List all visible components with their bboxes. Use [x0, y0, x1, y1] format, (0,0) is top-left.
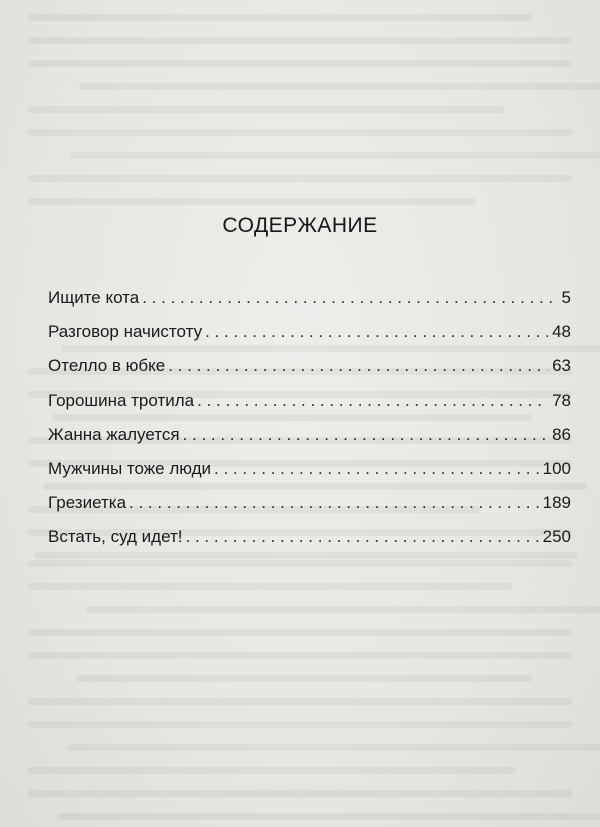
bleed-line: [76, 675, 532, 682]
bleed-line: [28, 129, 572, 136]
bleed-line: [28, 175, 572, 182]
leader-dots: [129, 491, 539, 515]
bleed-line: [67, 744, 600, 751]
bleed-line: [28, 106, 504, 113]
bleed-line: [79, 83, 600, 90]
toc-entry-page: 5: [561, 288, 571, 307]
toc-entry: [48, 423, 571, 457]
bleed-line: [28, 37, 572, 44]
bleed-line: [70, 152, 600, 159]
bleed-line: [85, 606, 600, 613]
toc-entry: [48, 491, 571, 525]
toc-entry-page: 100: [542, 458, 571, 478]
toc-entry-title: Отелло в юбке: [48, 356, 166, 376]
toc-entry: [48, 525, 571, 559]
toc-entry-title: Разговор начистоту: [48, 322, 203, 342]
toc-entry-page: 63: [552, 356, 571, 376]
bleed-line: [28, 198, 476, 205]
leader-dots: [186, 525, 539, 549]
bleed-line: [28, 767, 516, 774]
toc-entry-title: Грезиетка: [48, 493, 127, 513]
toc-entry-title: Горошина тротила: [48, 390, 195, 410]
leader-dots: [168, 354, 548, 378]
bleed-line: [28, 583, 512, 590]
leader-dots: [197, 389, 548, 413]
bleed-line: [58, 813, 600, 820]
toc-entry: [48, 389, 571, 423]
toc-entry-title: Мужчины тоже люди: [48, 458, 212, 478]
bleed-line: [28, 721, 572, 728]
toc-entry-title: Встать, суд идет!: [48, 527, 183, 547]
toc-entry-page: 48: [552, 322, 571, 342]
leader-dots: [142, 286, 557, 310]
bleed-line: [28, 652, 572, 659]
toc-entry: [48, 286, 571, 320]
leader-dots: [205, 320, 548, 344]
toc-entry-page: 189: [542, 493, 571, 513]
toc-entry: [48, 354, 571, 388]
toc-entry: [48, 457, 571, 491]
toc-entry-title: Жанна жалуется: [48, 424, 180, 444]
toc-entry-page: 250: [542, 527, 571, 547]
bleed-line: [28, 698, 572, 705]
toc-heading: СОДЕРЖАНИЕ: [222, 214, 378, 237]
toc-entry-title: Ищите кота: [48, 288, 140, 307]
toc-entry-page: 86: [552, 424, 571, 444]
bleed-line: [28, 560, 572, 567]
table-of-contents: [48, 286, 571, 560]
toc-entry-page: 78: [552, 390, 571, 410]
bleed-line: [28, 60, 572, 67]
bleed-line: [28, 629, 572, 636]
toc-entry: [48, 320, 571, 354]
leader-dots: [183, 423, 549, 447]
bleed-line: [28, 790, 572, 797]
leader-dots: [214, 457, 539, 481]
bleed-line: [28, 14, 532, 21]
